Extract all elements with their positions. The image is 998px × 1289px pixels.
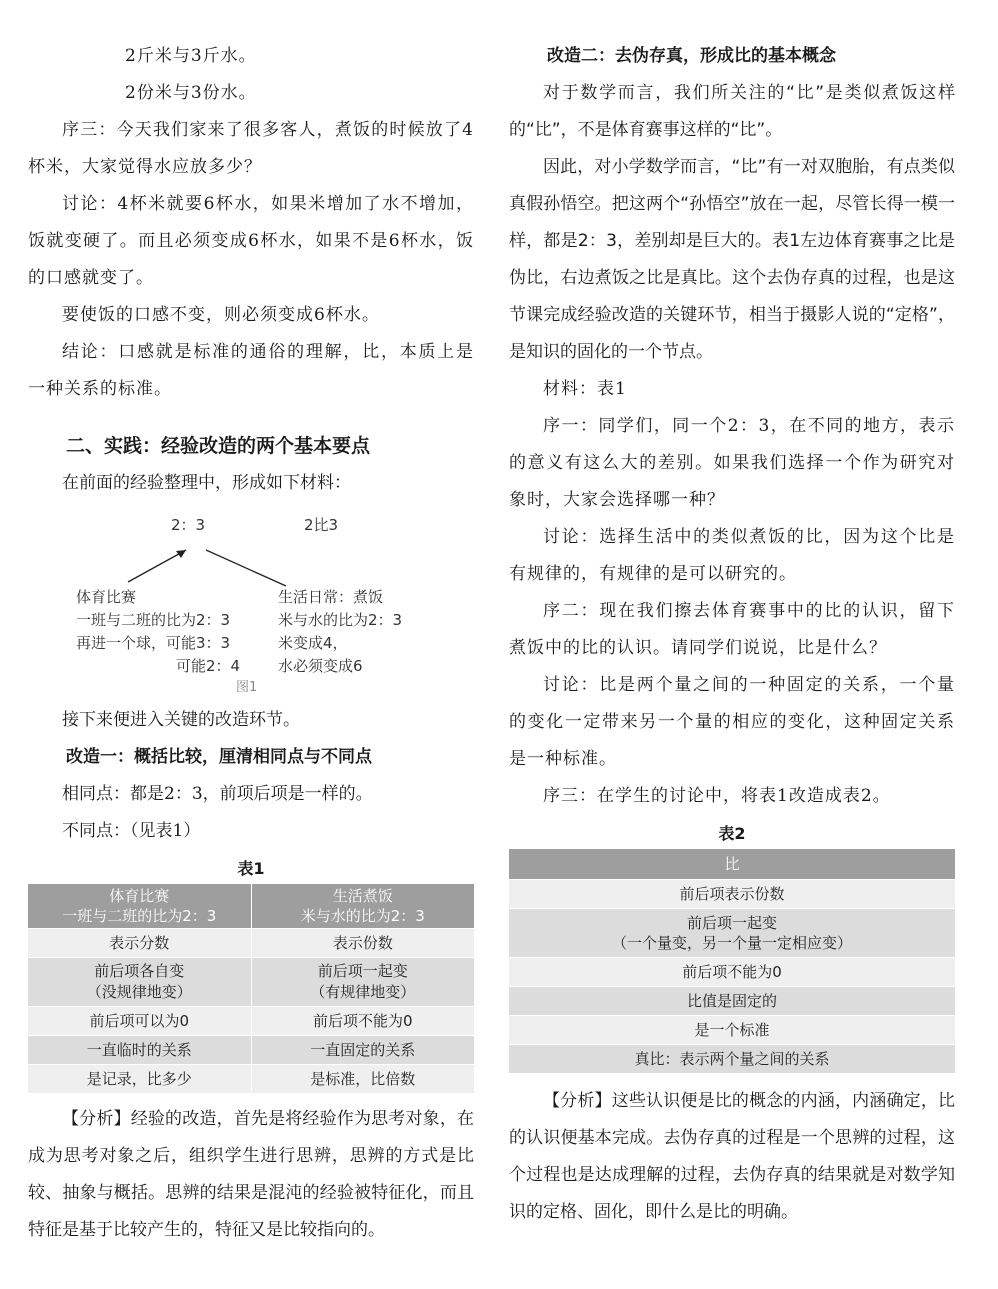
figure-left-line: 可能2：4 — [176, 657, 241, 675]
section-title: 二、实践：经验改造的两个基本要点 — [66, 435, 371, 457]
figure-right-line: 水必须变成6 — [278, 657, 363, 675]
paragraph: 2斤米与3斤水。 — [125, 46, 257, 66]
paragraph: 在前面的经验整理中，形成如下材料： — [62, 473, 351, 493]
figure-top-text: 2比3 — [304, 516, 339, 534]
header-line: 一班与二班的比为2：3 — [62, 907, 217, 925]
table-caption: 表2 — [718, 824, 746, 843]
header-line: 生活煮饭 — [332, 887, 393, 905]
table-cell: 前后项一起变 （一个量变，另一个量一定相应变） — [509, 909, 955, 958]
analysis-paragraph: 【分析】这些认识便是比的概念的内涵，内涵确定，比的认识便基本完成。去伪存真的过程是一个思辨的过程，这个过程也是达成理解的过程，去伪存真的结果就是对数学知识的定格、固化，即什么是比的明确。 — [509, 1091, 955, 1222]
table-cell: 是记录，比多少 — [28, 1065, 251, 1094]
table-cell: 是一个标准 — [509, 1016, 955, 1045]
paragraph: 讨论：4杯米就要6杯水，如果米增加了水不增加，饭就变硬了。而且必须变成6杯水，如果不是6杯水，饭的口感就变了。 — [28, 194, 474, 288]
table-row — [28, 929, 474, 958]
paragraph: 相同点：都是2：3，前项后项是一样的。 — [62, 784, 373, 804]
table-row — [509, 1016, 955, 1045]
paragraph: 因此，对小学数学而言，“比”有一对双胞胎，有点类似真假孙悟空。把这两个“孙悟空”放在一起，尽管长得一模一样，都是2：3，差别却是巨大的。表1左边体育赛事之比是伪比，右边煮饭之比是真比。这个去伪存真的过程，也是这节课完成经验改造的关键环节，相当于摄影人说的“定格”，是知识的固化的一个节点。 — [509, 157, 955, 362]
table-row — [28, 958, 474, 1007]
figure-right-line: 米变成4， — [278, 634, 348, 652]
figure-left-line: 一班与二班的比为2：3 — [76, 611, 231, 629]
table-header-cell — [251, 884, 474, 929]
table-row — [509, 987, 955, 1016]
table-row — [509, 958, 955, 987]
table-cell: 前后项表示份数 — [509, 880, 955, 909]
paragraph: 对于数学而言，我们所关注的“比”是类似煮饭这样的“比”，不是体育赛事这样的“比”。 — [509, 83, 955, 140]
paragraph: 序二：现在我们擦去体育赛事中的比的认识，留下煮饭中的比的认识。请同学们说说，比是什么？ — [509, 601, 955, 658]
figure-top-ratio: 2：3 — [171, 516, 206, 534]
paragraph: 讨论：选择生活中的类似煮饭的比，因为这个比是有规律的，有规律的是可以研究的。 — [509, 527, 955, 584]
header-line: 体育比赛 — [109, 887, 170, 905]
table-header-cell — [28, 884, 251, 929]
table-row — [28, 1036, 474, 1065]
paragraph: 接下来便进入关键的改造环节。 — [62, 710, 300, 730]
figure-1 — [28, 502, 474, 695]
table-cell: 一直固定的关系 — [251, 1036, 474, 1065]
subsection-title: 改造一：概括比较，厘清相同点与不同点 — [66, 747, 372, 767]
table-cell: 前后项不能为0 — [251, 1007, 474, 1036]
paragraph: 序三：今天我们家来了很多客人，煮饭的时候放了4杯米，大家觉得水应放多少？ — [28, 120, 474, 177]
table-row — [509, 880, 955, 909]
table-cell: 前后项可以为0 — [28, 1007, 251, 1036]
paragraph: 结论：口感就是标准的通俗的理解，比，本质上是一种关系的标准。 — [28, 342, 474, 399]
paragraph: 要使饭的口感不变，则必须变成6杯水。 — [62, 305, 380, 325]
figure-left-line: 再进一个球，可能3：3 — [76, 634, 231, 652]
header-line: 米与水的比为2：3 — [300, 907, 425, 925]
table-cell: 前后项不能为0 — [509, 958, 955, 987]
table-cell: 前后项各自变 （没规律地变） — [28, 958, 251, 1007]
paragraph: 不同点：（见表1） — [62, 821, 201, 841]
table-caption: 表1 — [237, 859, 265, 878]
table-2 — [509, 849, 955, 1073]
right-column — [509, 38, 955, 1231]
paragraph: 序三：在学生的讨论中，将表1改造成表2。 — [543, 786, 891, 806]
table-cell: 表示分数 — [28, 929, 251, 958]
table-cell: 真比：表示两个量之间的关系 — [509, 1045, 955, 1074]
paragraph: 2份米与3份水。 — [125, 83, 257, 103]
table-1 — [28, 884, 474, 1093]
figure-left-head: 体育比赛 — [76, 588, 137, 606]
paragraph: 讨论：比是两个量之间的一种固定的关系，一个量的变化一定带来另一个量的相应的变化，这种固定关系是一种标准。 — [509, 675, 955, 769]
table-cell: 前后项一起变 （有规律地变） — [251, 958, 474, 1007]
paragraph: 材料：表1 — [543, 379, 627, 399]
arrow-line-right — [206, 550, 286, 586]
table-cell: 表示份数 — [251, 929, 474, 958]
table-cell: 比值是固定的 — [509, 987, 955, 1016]
table-row — [509, 909, 955, 958]
table-cell: 一直临时的关系 — [28, 1036, 251, 1065]
table-row — [509, 1045, 955, 1074]
arrow-line-left — [128, 550, 186, 582]
figure-caption: 图1 — [236, 680, 258, 695]
left-column — [28, 38, 474, 1249]
table-header-cell: 比 — [509, 849, 955, 880]
analysis-paragraph: 【分析】经验的改造，首先是将经验作为思考对象，在成为思考对象之后，组织学生进行思辨，思辨的方式是比较、抽象与概括。思辨的结果是混沌的经验被特征化，而且特征是基于比较产生的，特征又是比较指向的。 — [28, 1109, 474, 1240]
table-row — [28, 1007, 474, 1036]
figure-right-line: 米与水的比为2：3 — [278, 611, 403, 629]
subsection-title: 改造二：去伪存真，形成比的基本概念 — [547, 46, 836, 66]
table-row — [28, 1065, 474, 1094]
table-cell: 是标准，比倍数 — [251, 1065, 474, 1094]
paragraph: 序一：同学们，同一个2：3，在不同的地方，表示的意义有这么大的差别。如果我们选择一个作为研究对象时，大家会选择哪一种？ — [509, 416, 955, 510]
figure-right-head: 生活日常：煮饭 — [278, 588, 384, 606]
